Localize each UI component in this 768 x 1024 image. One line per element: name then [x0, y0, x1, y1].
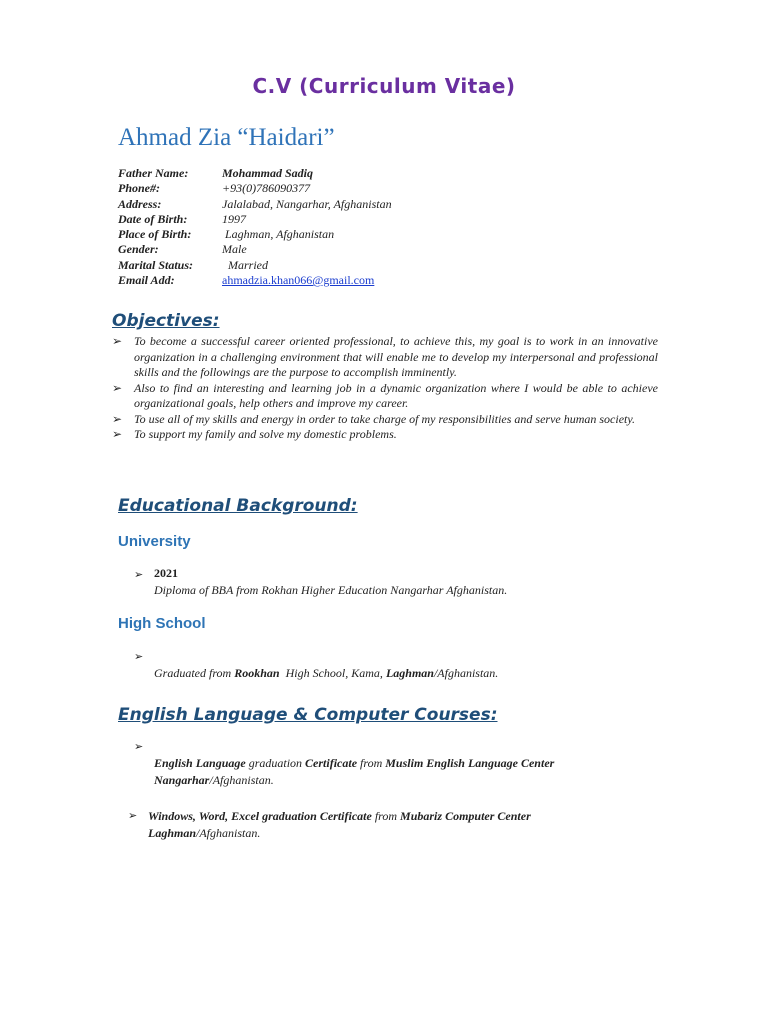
gender-label: Gender:	[118, 242, 159, 257]
dob-label: Date of Birth:	[118, 211, 188, 226]
objectives-heading: Objectives:	[112, 311, 220, 331]
email-row	[118, 273, 392, 288]
courses-heading: English Language & Computer Courses:	[118, 705, 498, 725]
english-course-detail: English Language graduation Certificate from Muslim English Language Center Nangarhar/Afghanistan.	[154, 756, 555, 787]
arrow-bullet-icon: ➢	[128, 810, 138, 822]
phone-label: Phone#:	[118, 181, 160, 196]
email-label: Email Add:	[118, 273, 175, 288]
list-item	[112, 412, 658, 428]
pob-label: Place of Birth:	[118, 227, 192, 242]
pob-row	[118, 227, 392, 242]
phone-value: +93(0)786090377	[222, 181, 311, 196]
list-item	[112, 334, 658, 381]
arrow-bullet-icon: ➢	[112, 427, 123, 441]
arrow-bullet-icon: ➢	[134, 741, 144, 753]
computer-course-detail: Windows, Word, Excel graduation Certificate from Mubariz Computer Center Laghman/Afghanistan.	[148, 809, 531, 840]
education-heading: Educational Background:	[118, 496, 358, 516]
objectives-list	[112, 334, 658, 443]
address-value: Jalalabad, Nangarhar, Afghanistan	[222, 196, 392, 211]
marital-status-value: Married	[222, 257, 268, 272]
candidate-name: Ahmad Zia “Haidari”	[118, 124, 335, 151]
objective-text: To support my family and solve my domestic problems.	[134, 427, 397, 441]
objective-text: Also to find an interesting and learning job in a dynamic organization where I would be able to achieve organizational goals, help others and improve my career.	[134, 380, 658, 410]
arrow-bullet-icon: ➢	[112, 334, 123, 348]
email-link[interactable]: ahmadzia.khan066@gmail.com	[222, 273, 375, 288]
list-item	[112, 381, 658, 412]
father-name-row	[118, 166, 392, 181]
university-detail: Diploma of BBA from Rokhan Higher Education Nangarhar Afghanistan.	[154, 583, 508, 597]
address-label: Address:	[118, 196, 162, 211]
personal-info	[118, 166, 392, 288]
marital-status-label: Marital Status:	[118, 257, 194, 272]
university-label: University	[118, 533, 191, 550]
father-name-value: Mohammad Sadiq	[222, 166, 314, 180]
dob-row	[118, 212, 392, 227]
arrow-bullet-icon: ➢	[112, 380, 123, 395]
father-name-label: Father Name:	[118, 166, 189, 180]
dob-value: 1997	[222, 211, 246, 226]
objective-text: To become a successful career oriented professional, to achieve this, my goal is to work in an innovative organization in a challenging environment that will enable me to develop my interpersonal and professional skills and the followings are the purpose to accomplish imminently.	[134, 334, 658, 379]
high-school-detail: Graduated from Rookhan High School, Kama, Laghman/Afghanistan.	[154, 666, 499, 680]
arrow-bullet-icon: ➢	[134, 569, 144, 581]
gender-row	[118, 242, 392, 257]
arrow-bullet-icon: ➢	[134, 651, 144, 663]
list-item	[112, 427, 658, 443]
pob-value: Laghman, Afghanistan	[222, 227, 335, 242]
phone-row	[118, 181, 392, 196]
gender-value: Male	[222, 242, 247, 257]
marital-status-row	[118, 258, 392, 273]
arrow-bullet-icon: ➢	[112, 411, 123, 426]
objective-text: To use all of my skills and energy in order to take charge of my responsibilities and serve human society.	[134, 411, 636, 426]
university-year: 2021	[154, 566, 178, 580]
page-title: C.V (Curriculum Vitae)	[252, 74, 516, 98]
high-school-label: High School	[118, 615, 206, 632]
address-row	[118, 197, 392, 212]
